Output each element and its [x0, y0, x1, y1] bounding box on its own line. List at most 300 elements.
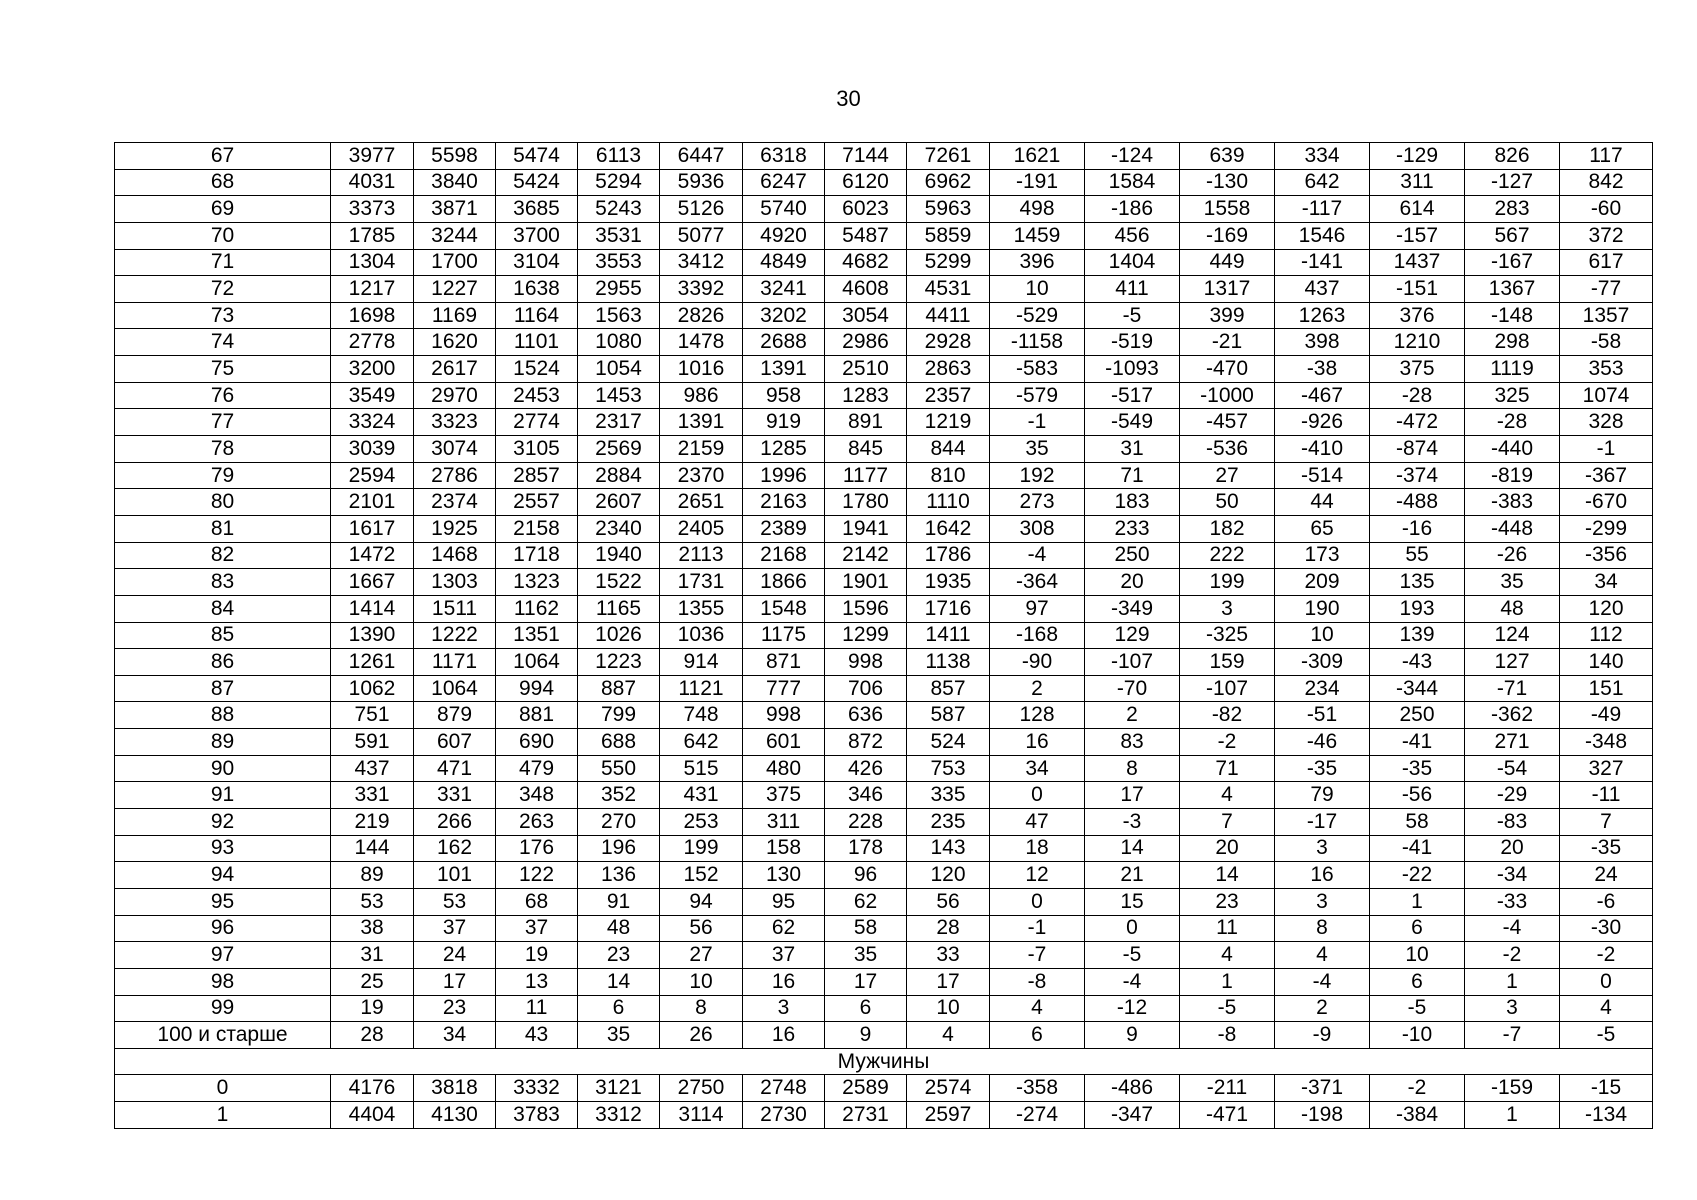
value-cell: 1453 [578, 382, 660, 409]
value-cell: 1299 [825, 622, 907, 649]
value-cell: 233 [1085, 515, 1180, 542]
table-row [115, 995, 1653, 1022]
value-cell: -5 [1560, 1022, 1653, 1049]
value-cell: 11 [1180, 915, 1275, 942]
section-row [115, 1048, 1653, 1075]
value-cell: 26 [660, 1022, 743, 1049]
value-cell: 6113 [578, 143, 660, 170]
value-cell: 2863 [907, 356, 990, 383]
value-cell: 199 [660, 835, 743, 862]
value-cell: 891 [825, 409, 907, 436]
value-cell: 471 [414, 755, 496, 782]
value-cell: 994 [496, 675, 578, 702]
value-cell: 1074 [1560, 382, 1653, 409]
value-cell: 3202 [743, 302, 825, 329]
value-cell: 1263 [1275, 302, 1370, 329]
age-cell: 69 [115, 196, 331, 223]
value-cell: 13 [496, 968, 578, 995]
value-cell: 6318 [743, 143, 825, 170]
value-cell: -211 [1180, 1075, 1275, 1102]
value-cell: -6 [1560, 888, 1653, 915]
value-cell: 1165 [578, 595, 660, 622]
value-cell: 1283 [825, 382, 907, 409]
value-cell: 15 [1085, 888, 1180, 915]
value-cell: 16 [990, 729, 1085, 756]
value-cell: 1016 [660, 356, 743, 383]
value-cell: 2 [990, 675, 1085, 702]
value-cell: 8 [1275, 915, 1370, 942]
value-cell: 7261 [907, 143, 990, 170]
value-cell: 567 [1465, 222, 1560, 249]
value-cell: 1351 [496, 622, 578, 649]
value-cell: 2557 [496, 489, 578, 516]
value-cell: 399 [1180, 302, 1275, 329]
value-cell: -1 [1560, 436, 1653, 463]
value-cell: 48 [578, 915, 660, 942]
value-cell: 190 [1275, 595, 1370, 622]
value-cell: 1996 [743, 462, 825, 489]
value-cell: 1546 [1275, 222, 1370, 249]
value-cell: 56 [660, 915, 743, 942]
value-cell: 5126 [660, 196, 743, 223]
value-cell: -440 [1465, 436, 1560, 463]
value-cell: -448 [1465, 515, 1560, 542]
table-row [115, 489, 1653, 516]
value-cell: -309 [1275, 649, 1370, 676]
value-cell: 881 [496, 702, 578, 729]
value-cell: 19 [496, 942, 578, 969]
value-cell: -470 [1180, 356, 1275, 383]
value-cell: 68 [496, 888, 578, 915]
value-cell: 6447 [660, 143, 743, 170]
value-cell: -299 [1560, 515, 1653, 542]
value-cell: -12 [1085, 995, 1180, 1022]
value-cell: -134 [1560, 1102, 1653, 1129]
value-cell: 8 [1085, 755, 1180, 782]
value-cell: 152 [660, 862, 743, 889]
value-cell: 524 [907, 729, 990, 756]
value-cell: 1563 [578, 302, 660, 329]
value-cell: -70 [1085, 675, 1180, 702]
value-cell: 120 [907, 862, 990, 889]
value-cell: 14 [1085, 835, 1180, 862]
value-cell: 27 [660, 942, 743, 969]
value-cell: -11 [1560, 782, 1653, 809]
table-row [115, 302, 1653, 329]
value-cell: 35 [825, 942, 907, 969]
value-cell: -35 [1560, 835, 1653, 862]
value-cell: 27 [1180, 462, 1275, 489]
value-cell: 58 [825, 915, 907, 942]
value-cell: 11 [496, 995, 578, 1022]
value-cell: -364 [990, 569, 1085, 596]
value-cell: 1941 [825, 515, 907, 542]
value-cell: 1210 [1370, 329, 1465, 356]
value-cell: 158 [743, 835, 825, 862]
value-cell: 0 [990, 888, 1085, 915]
value-cell: 35 [990, 436, 1085, 463]
value-cell: -383 [1465, 489, 1560, 516]
value-cell: 1223 [578, 649, 660, 676]
value-cell: 10 [1370, 942, 1465, 969]
value-cell: 162 [414, 835, 496, 862]
value-cell: 14 [578, 968, 660, 995]
value-cell: 18 [990, 835, 1085, 862]
value-cell: 53 [331, 888, 414, 915]
value-cell: 2113 [660, 542, 743, 569]
value-cell: 1935 [907, 569, 990, 596]
value-cell: 6 [990, 1022, 1085, 1049]
value-cell: 2317 [578, 409, 660, 436]
value-cell: -127 [1465, 169, 1560, 196]
value-cell: -467 [1275, 382, 1370, 409]
age-cell: 84 [115, 595, 331, 622]
value-cell: 437 [331, 755, 414, 782]
value-cell: 56 [907, 888, 990, 915]
value-cell: 998 [743, 702, 825, 729]
value-cell: -60 [1560, 196, 1653, 223]
value-cell: 396 [990, 249, 1085, 276]
value-cell: 3074 [414, 436, 496, 463]
age-cell: 82 [115, 542, 331, 569]
value-cell: -4 [1085, 968, 1180, 995]
value-cell: 6 [578, 995, 660, 1022]
value-cell: 1620 [414, 329, 496, 356]
value-cell: 2405 [660, 515, 743, 542]
value-cell: 1925 [414, 515, 496, 542]
value-cell: -49 [1560, 702, 1653, 729]
value-cell: -1 [990, 409, 1085, 436]
value-cell: 1638 [496, 276, 578, 303]
value-cell: -17 [1275, 809, 1370, 836]
value-cell: -348 [1560, 729, 1653, 756]
value-cell: 810 [907, 462, 990, 489]
value-cell: 6023 [825, 196, 907, 223]
value-cell: -56 [1370, 782, 1465, 809]
value-cell: 1323 [496, 569, 578, 596]
value-cell: 3977 [331, 143, 414, 170]
value-cell: 1558 [1180, 196, 1275, 223]
value-cell: 16 [1275, 862, 1370, 889]
value-cell: -367 [1560, 462, 1653, 489]
value-cell: 751 [331, 702, 414, 729]
value-cell: 2 [1085, 702, 1180, 729]
value-cell: 209 [1275, 569, 1370, 596]
value-cell: -583 [990, 356, 1085, 383]
table-body-upper [115, 143, 1653, 1049]
value-cell: 601 [743, 729, 825, 756]
age-cell: 89 [115, 729, 331, 756]
value-cell: 6962 [907, 169, 990, 196]
value-cell: 753 [907, 755, 990, 782]
value-cell: 16 [743, 968, 825, 995]
value-cell: 1390 [331, 622, 414, 649]
value-cell: 222 [1180, 542, 1275, 569]
value-cell: 1217 [331, 276, 414, 303]
value-cell: 4 [907, 1022, 990, 1049]
value-cell: 1110 [907, 489, 990, 516]
value-cell: -34 [1465, 862, 1560, 889]
value-cell: 3840 [414, 169, 496, 196]
value-cell: 1219 [907, 409, 990, 436]
value-cell: 348 [496, 782, 578, 809]
value-cell: 120 [1560, 595, 1653, 622]
value-cell: 617 [1560, 249, 1653, 276]
value-cell: -274 [990, 1102, 1085, 1129]
value-cell: 31 [1085, 436, 1180, 463]
age-cell: 90 [115, 755, 331, 782]
value-cell: 1621 [990, 143, 1085, 170]
value-cell: 4 [1180, 942, 1275, 969]
value-cell: 95 [743, 888, 825, 915]
value-cell: 3549 [331, 382, 414, 409]
value-cell: 5936 [660, 169, 743, 196]
table-row [115, 702, 1653, 729]
value-cell: -7 [1465, 1022, 1560, 1049]
value-cell: 6 [1370, 968, 1465, 995]
table-row [115, 1102, 1653, 1129]
value-cell: -26 [1465, 542, 1560, 569]
value-cell: 591 [331, 729, 414, 756]
value-cell: -21 [1180, 329, 1275, 356]
value-cell: -29 [1465, 782, 1560, 809]
value-cell: 919 [743, 409, 825, 436]
value-cell: 20 [1085, 569, 1180, 596]
age-cell: 1 [115, 1102, 331, 1129]
value-cell: 1026 [578, 622, 660, 649]
value-cell: 38 [331, 915, 414, 942]
value-cell: 335 [907, 782, 990, 809]
value-cell: 2857 [496, 462, 578, 489]
table-row [115, 675, 1653, 702]
value-cell: 136 [578, 862, 660, 889]
value-cell: 1054 [578, 356, 660, 383]
value-cell: 375 [743, 782, 825, 809]
value-cell: 1171 [414, 649, 496, 676]
value-cell: 375 [1370, 356, 1465, 383]
value-cell: 857 [907, 675, 990, 702]
value-cell: 199 [1180, 569, 1275, 596]
value-cell: 844 [907, 436, 990, 463]
value-cell: 879 [414, 702, 496, 729]
value-cell: 1391 [743, 356, 825, 383]
value-cell: 37 [743, 942, 825, 969]
value-cell: 2730 [743, 1102, 825, 1129]
value-cell: 3114 [660, 1102, 743, 1129]
value-cell: 8 [660, 995, 743, 1022]
value-cell: 480 [743, 755, 825, 782]
value-cell: -198 [1275, 1102, 1370, 1129]
value-cell: 271 [1465, 729, 1560, 756]
value-cell: 19 [331, 995, 414, 1022]
value-cell: 4130 [414, 1102, 496, 1129]
value-cell: 151 [1560, 675, 1653, 702]
value-cell: -457 [1180, 409, 1275, 436]
value-cell: 5077 [660, 222, 743, 249]
value-cell: 1 [1370, 888, 1465, 915]
value-cell: 97 [990, 595, 1085, 622]
value-cell: -384 [1370, 1102, 1465, 1129]
value-cell: 1940 [578, 542, 660, 569]
age-cell: 87 [115, 675, 331, 702]
age-cell: 79 [115, 462, 331, 489]
value-cell: 1164 [496, 302, 578, 329]
value-cell: -819 [1465, 462, 1560, 489]
value-cell: 143 [907, 835, 990, 862]
value-cell: 1169 [414, 302, 496, 329]
value-cell: -2 [1465, 942, 1560, 969]
value-cell: 253 [660, 809, 743, 836]
table-row [115, 409, 1653, 436]
value-cell: 62 [825, 888, 907, 915]
table-row [115, 1075, 1653, 1102]
value-cell: -41 [1370, 835, 1465, 862]
value-cell: 2928 [907, 329, 990, 356]
value-cell: -129 [1370, 143, 1465, 170]
value-cell: 352 [578, 782, 660, 809]
table-row [115, 622, 1653, 649]
value-cell: -1 [990, 915, 1085, 942]
value-cell: 2884 [578, 462, 660, 489]
value-cell: 998 [825, 649, 907, 676]
value-cell: 3323 [414, 409, 496, 436]
section-label: Мужчины [115, 1048, 1653, 1075]
table-row [115, 809, 1653, 836]
value-cell: 23 [414, 995, 496, 1022]
value-cell: 130 [743, 862, 825, 889]
table-row [115, 542, 1653, 569]
value-cell: 4 [990, 995, 1085, 1022]
value-cell: 129 [1085, 622, 1180, 649]
value-cell: 3 [1275, 888, 1370, 915]
value-cell: 193 [1370, 595, 1465, 622]
value-cell: 411 [1085, 276, 1180, 303]
value-cell: 5487 [825, 222, 907, 249]
value-cell: 24 [414, 942, 496, 969]
value-cell: 2453 [496, 382, 578, 409]
value-cell: 20 [1465, 835, 1560, 862]
value-cell: -325 [1180, 622, 1275, 649]
value-cell: 5474 [496, 143, 578, 170]
value-cell: 1667 [331, 569, 414, 596]
value-cell: 250 [1370, 702, 1465, 729]
value-cell: 9 [1085, 1022, 1180, 1049]
value-cell: 311 [1370, 169, 1465, 196]
value-cell: 587 [907, 702, 990, 729]
value-cell: 5740 [743, 196, 825, 223]
value-cell: 35 [1465, 569, 1560, 596]
value-cell: 1119 [1465, 356, 1560, 383]
value-cell: 799 [578, 702, 660, 729]
value-cell: 690 [496, 729, 578, 756]
age-cell: 100 и старше [115, 1022, 331, 1049]
value-cell: 4 [1560, 995, 1653, 1022]
value-cell: 872 [825, 729, 907, 756]
value-cell: -358 [990, 1075, 1085, 1102]
value-cell: 3531 [578, 222, 660, 249]
value-cell: 31 [331, 942, 414, 969]
value-cell: 842 [1560, 169, 1653, 196]
value-cell: 1596 [825, 595, 907, 622]
table-row [115, 569, 1653, 596]
value-cell: 1162 [496, 595, 578, 622]
value-cell: 89 [331, 862, 414, 889]
value-cell: 24 [1560, 862, 1653, 889]
value-cell: 1175 [743, 622, 825, 649]
value-cell: 2569 [578, 436, 660, 463]
table-row [115, 835, 1653, 862]
age-cell: 99 [115, 995, 331, 1022]
value-cell: 1138 [907, 649, 990, 676]
value-cell: 748 [660, 702, 743, 729]
value-cell: 2986 [825, 329, 907, 356]
value-cell: -159 [1465, 1075, 1560, 1102]
value-cell: 1357 [1560, 302, 1653, 329]
value-cell: 17 [414, 968, 496, 995]
value-cell: -472 [1370, 409, 1465, 436]
value-cell: 1478 [660, 329, 743, 356]
value-cell: -2 [1560, 942, 1653, 969]
table-row [115, 595, 1653, 622]
value-cell: -71 [1465, 675, 1560, 702]
value-cell: 4176 [331, 1075, 414, 1102]
value-cell: 4404 [331, 1102, 414, 1129]
value-cell: 327 [1560, 755, 1653, 782]
value-cell: 140 [1560, 649, 1653, 676]
table-row [115, 222, 1653, 249]
value-cell: 1548 [743, 595, 825, 622]
value-cell: -167 [1465, 249, 1560, 276]
value-cell: 2357 [907, 382, 990, 409]
value-cell: 234 [1275, 675, 1370, 702]
age-cell: 70 [115, 222, 331, 249]
value-cell: -371 [1275, 1075, 1370, 1102]
value-cell: 914 [660, 649, 743, 676]
value-cell: 1036 [660, 622, 743, 649]
value-cell: 398 [1275, 329, 1370, 356]
value-cell: -3 [1085, 809, 1180, 836]
value-cell: -168 [990, 622, 1085, 649]
value-cell: 688 [578, 729, 660, 756]
value-cell: -1093 [1085, 356, 1180, 383]
value-cell: 273 [990, 489, 1085, 516]
table-row [115, 968, 1653, 995]
value-cell: 456 [1085, 222, 1180, 249]
value-cell: 55 [1370, 542, 1465, 569]
age-cell: 94 [115, 862, 331, 889]
value-cell: 10 [990, 276, 1085, 303]
value-cell: -529 [990, 302, 1085, 329]
value-cell: -5 [1180, 995, 1275, 1022]
value-cell: -471 [1180, 1102, 1275, 1129]
value-cell: 128 [990, 702, 1085, 729]
value-cell: 6120 [825, 169, 907, 196]
value-cell: 1511 [414, 595, 496, 622]
value-cell: 7 [1180, 809, 1275, 836]
value-cell: 96 [825, 862, 907, 889]
value-cell: -16 [1370, 515, 1465, 542]
value-cell: 47 [990, 809, 1085, 836]
value-cell: 1391 [660, 409, 743, 436]
age-cell: 76 [115, 382, 331, 409]
value-cell: -124 [1085, 143, 1180, 170]
value-cell: 2159 [660, 436, 743, 463]
value-cell: -117 [1275, 196, 1370, 223]
value-cell: 176 [496, 835, 578, 862]
value-cell: 2970 [414, 382, 496, 409]
table-row [115, 382, 1653, 409]
value-cell: -7 [990, 942, 1085, 969]
